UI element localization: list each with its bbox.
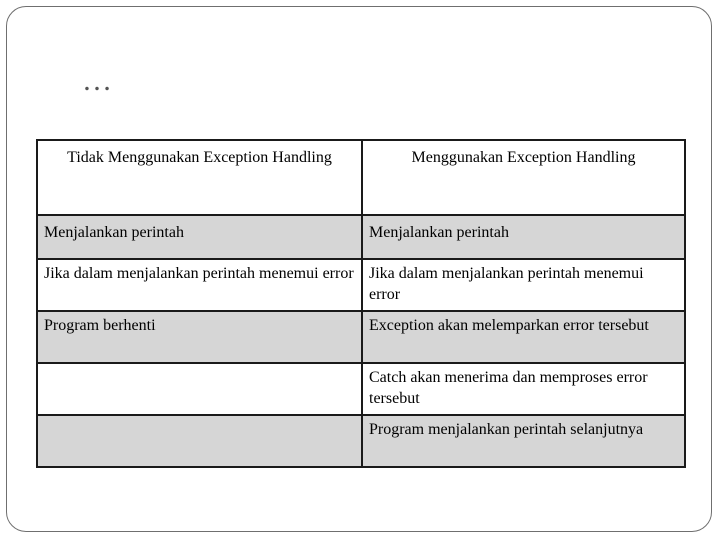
table-row <box>37 259 685 311</box>
slide-title: … <box>82 64 114 97</box>
table-row <box>37 215 685 259</box>
table-cell: Program menjalankan perintah selanjutnya <box>362 415 685 467</box>
table-header-row <box>37 140 685 215</box>
table-cell: Menjalankan perintah <box>362 215 685 259</box>
table-cell: Jika dalam menjalankan perintah menemui error <box>362 259 685 311</box>
table-cell-empty <box>37 415 362 467</box>
table-cell: Menjalankan perintah <box>37 215 362 259</box>
table-cell-empty <box>37 363 362 415</box>
table-cell: Exception akan melemparkan error tersebut <box>362 311 685 363</box>
table-cell: Jika dalam menjalankan perintah menemui error <box>37 259 362 311</box>
comparison-table <box>36 139 686 468</box>
table-cell: Program berhenti <box>37 311 362 363</box>
header-without-exception-handling: Tidak Menggunakan Exception Handling <box>37 140 362 215</box>
table-cell: Catch akan menerima dan memproses error tersebut <box>362 363 685 415</box>
header-with-exception-handling: Menggunakan Exception Handling <box>362 140 685 215</box>
table-row <box>37 311 685 363</box>
table-row <box>37 363 685 415</box>
table-row <box>37 415 685 467</box>
